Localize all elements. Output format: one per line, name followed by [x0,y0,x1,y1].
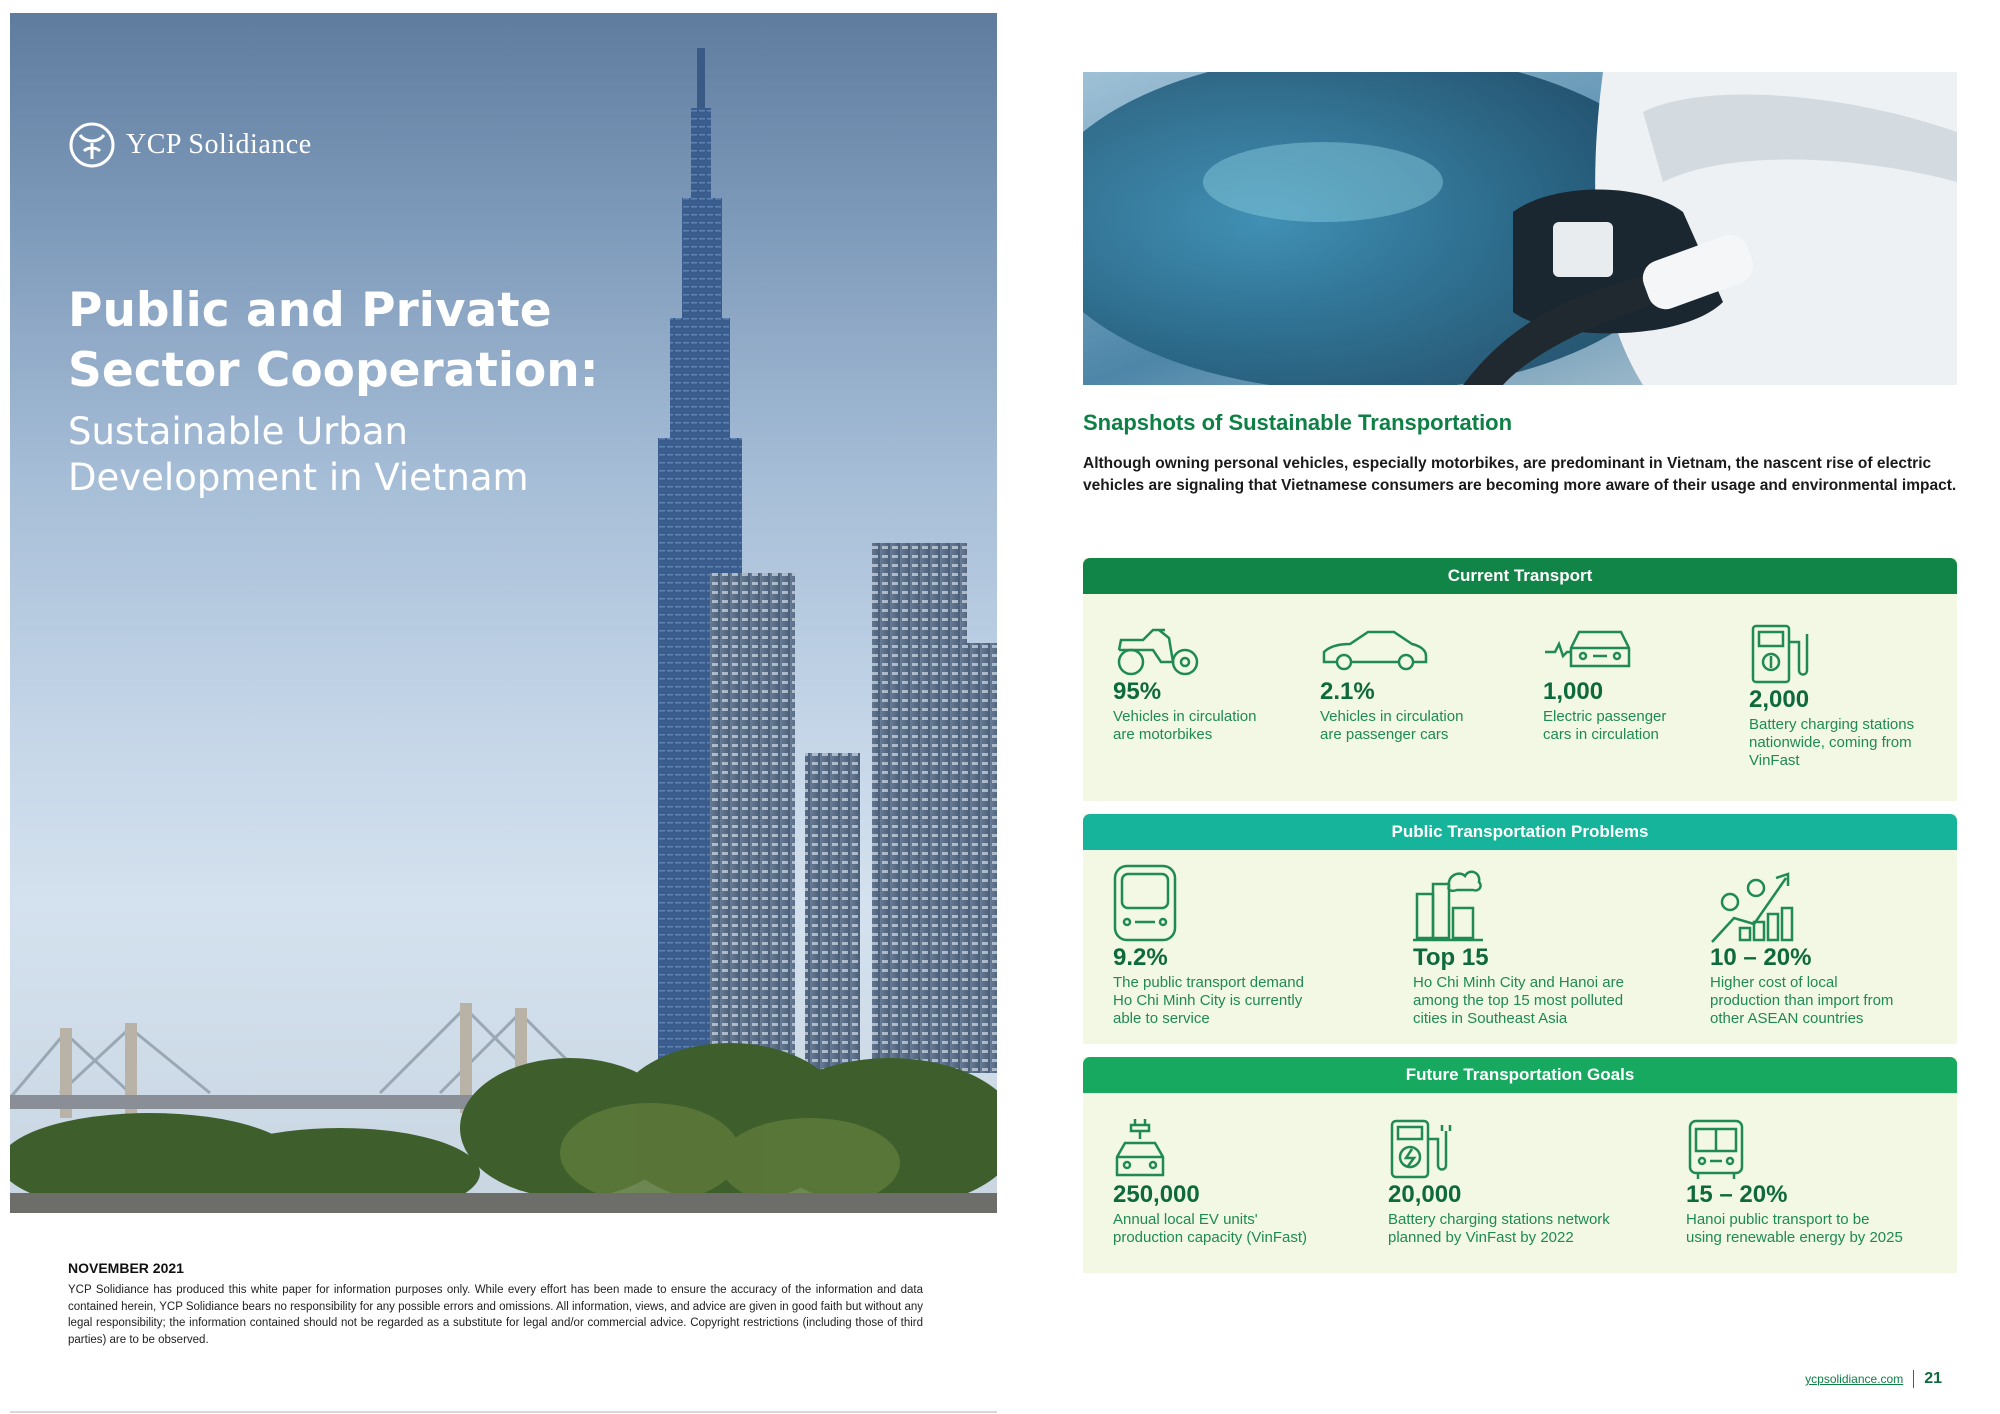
car-icon [1320,622,1430,678]
ev-plug-car-icon [1113,1117,1169,1181]
desc-line: are passenger cars [1320,726,1449,743]
stat-description [1113,708,1313,744]
desc-line: cars in circulation [1543,726,1659,743]
current-transport-panel [1083,558,1957,801]
stat-charging-stations [1749,622,1954,770]
desc-line: Annual local EV units' [1113,1211,1258,1228]
desc-line: using renewable energy by 2025 [1686,1229,1903,1246]
stat-transport-demand [1113,864,1373,1028]
ycp-logo-icon [68,121,116,169]
desc-line: production than import from [1710,992,1894,1009]
stat-electric-cars [1543,622,1743,744]
cover-subtitle-line: Development in Vietnam [68,456,529,499]
desc-line: Battery charging stations network [1388,1211,1610,1228]
charging-station-icon [1749,622,1819,686]
cover-title-line: Public and Private [68,283,552,338]
bus-front-icon [1113,864,1177,944]
rising-cost-icon [1710,864,1800,944]
skyline-illustration [10,13,997,1213]
panel-header: Future Transportation Goals [1083,1057,1957,1093]
stat-value: 20,000 [1388,1181,1462,1208]
stat-ev-production [1113,1117,1373,1247]
stat-value: 250,000 [1113,1181,1200,1208]
stat-renewable-transport [1686,1117,1951,1247]
stat-description [1113,1211,1373,1247]
cover-title [68,281,768,401]
desc-line: The public transport demand [1113,974,1304,991]
desc-line: production capacity (VinFast) [1113,1229,1307,1246]
stat-value: 2.1% [1320,678,1375,705]
stat-description [1710,974,1950,1028]
brand-name: YCP Solidiance [126,129,312,160]
footer-divider [1913,1370,1914,1388]
ev-charging-photo [1083,72,1957,385]
stat-description [1543,708,1743,744]
stat-description [1413,974,1673,1028]
desc-line: cities in Southeast Asia [1413,1010,1568,1027]
stat-production-cost [1710,864,1950,1028]
panel-header: Public Transportation Problems [1083,814,1957,850]
stat-description [1686,1211,1951,1247]
stat-value: 15 – 20% [1686,1181,1788,1208]
stat-value: 9.2% [1113,944,1168,971]
stat-description [1749,716,1954,770]
desc-line: Hanoi public transport to be [1686,1211,1870,1228]
future-transport-goals-panel [1083,1057,1957,1273]
stat-pollution [1413,864,1673,1028]
desc-line: among the top 15 most polluted [1413,992,1624,1009]
cover-image [10,13,997,1213]
stat-value: 2,000 [1749,686,1810,713]
stat-value: Top 15 [1413,944,1489,971]
stat-passenger-cars [1320,622,1520,744]
page-divider [10,1411,997,1413]
bus-icon [1686,1117,1746,1181]
page-number: 21 [1924,1370,1942,1387]
public-transport-problems-panel [1083,814,1957,1044]
desc-line: are motorbikes [1113,726,1213,743]
desc-line: planned by VinFast by 2022 [1388,1229,1574,1246]
section-title: Snapshots of Sustainable Transportation [1083,410,1513,435]
publication-date: NOVEMBER 2021 [68,1260,184,1276]
polluted-city-icon [1413,864,1483,944]
stat-motorbikes [1113,622,1313,744]
stat-description [1113,974,1373,1028]
electric-car-icon [1543,622,1639,678]
desc-line: Ho Chi Minh City and Hanoi are [1413,974,1624,991]
panel-header: Current Transport [1083,558,1957,594]
motorbike-icon [1113,622,1203,678]
brand-logo [68,121,312,169]
desc-line: nationwide, coming from [1749,734,1912,751]
battery-charger-icon [1388,1117,1452,1181]
cover-title-line: Sector Cooperation: [68,343,599,398]
disclaimer-text: YCP Solidiance has produced this white paper for information purposes only. While every effort has been made to ensure the accuracy of the information and data contained herein, YCP Solidiance bears no responsibility for any possible errors and omissions. All information, views, and advice are given in good faith but without any legal responsibility; the information contained should not be regarded as a substitute for legal and/or commercial advice. Copyright restrictions (including those of third parties) are to be observed. [68,1284,923,1346]
stat-value: 10 – 20% [1710,944,1812,971]
stat-description [1320,708,1520,744]
cover-subtitle-line: Sustainable Urban [68,410,408,453]
desc-line: other ASEAN countries [1710,1010,1864,1027]
stat-description [1388,1211,1668,1247]
desc-line: Electric passenger [1543,708,1667,725]
cover-subtitle [68,409,768,501]
desc-line: Vehicles in circulation [1320,708,1464,725]
desc-line: VinFast [1749,752,1800,769]
stat-value: 1,000 [1543,678,1604,705]
page-footer [1805,1370,1942,1388]
website-link[interactable]: ycpsolidiance.com [1805,1372,1904,1386]
desc-line: Battery charging stations [1749,716,1915,733]
desc-line: Ho Chi Minh City is currently [1113,992,1303,1009]
stat-charging-network [1388,1117,1668,1247]
stat-value: 95% [1113,678,1162,705]
desc-line: Higher cost of local [1710,974,1838,991]
intro-paragraph: Although owning personal vehicles, especially motorbikes, are predominant in Vietnam, the nascent rise of electric vehicles are signaling that Vietnamese consumers are becoming more aware of their usage and environmental impact. [1083,455,1957,494]
desc-line: able to service [1113,1010,1210,1027]
desc-line: Vehicles in circulation [1113,708,1257,725]
